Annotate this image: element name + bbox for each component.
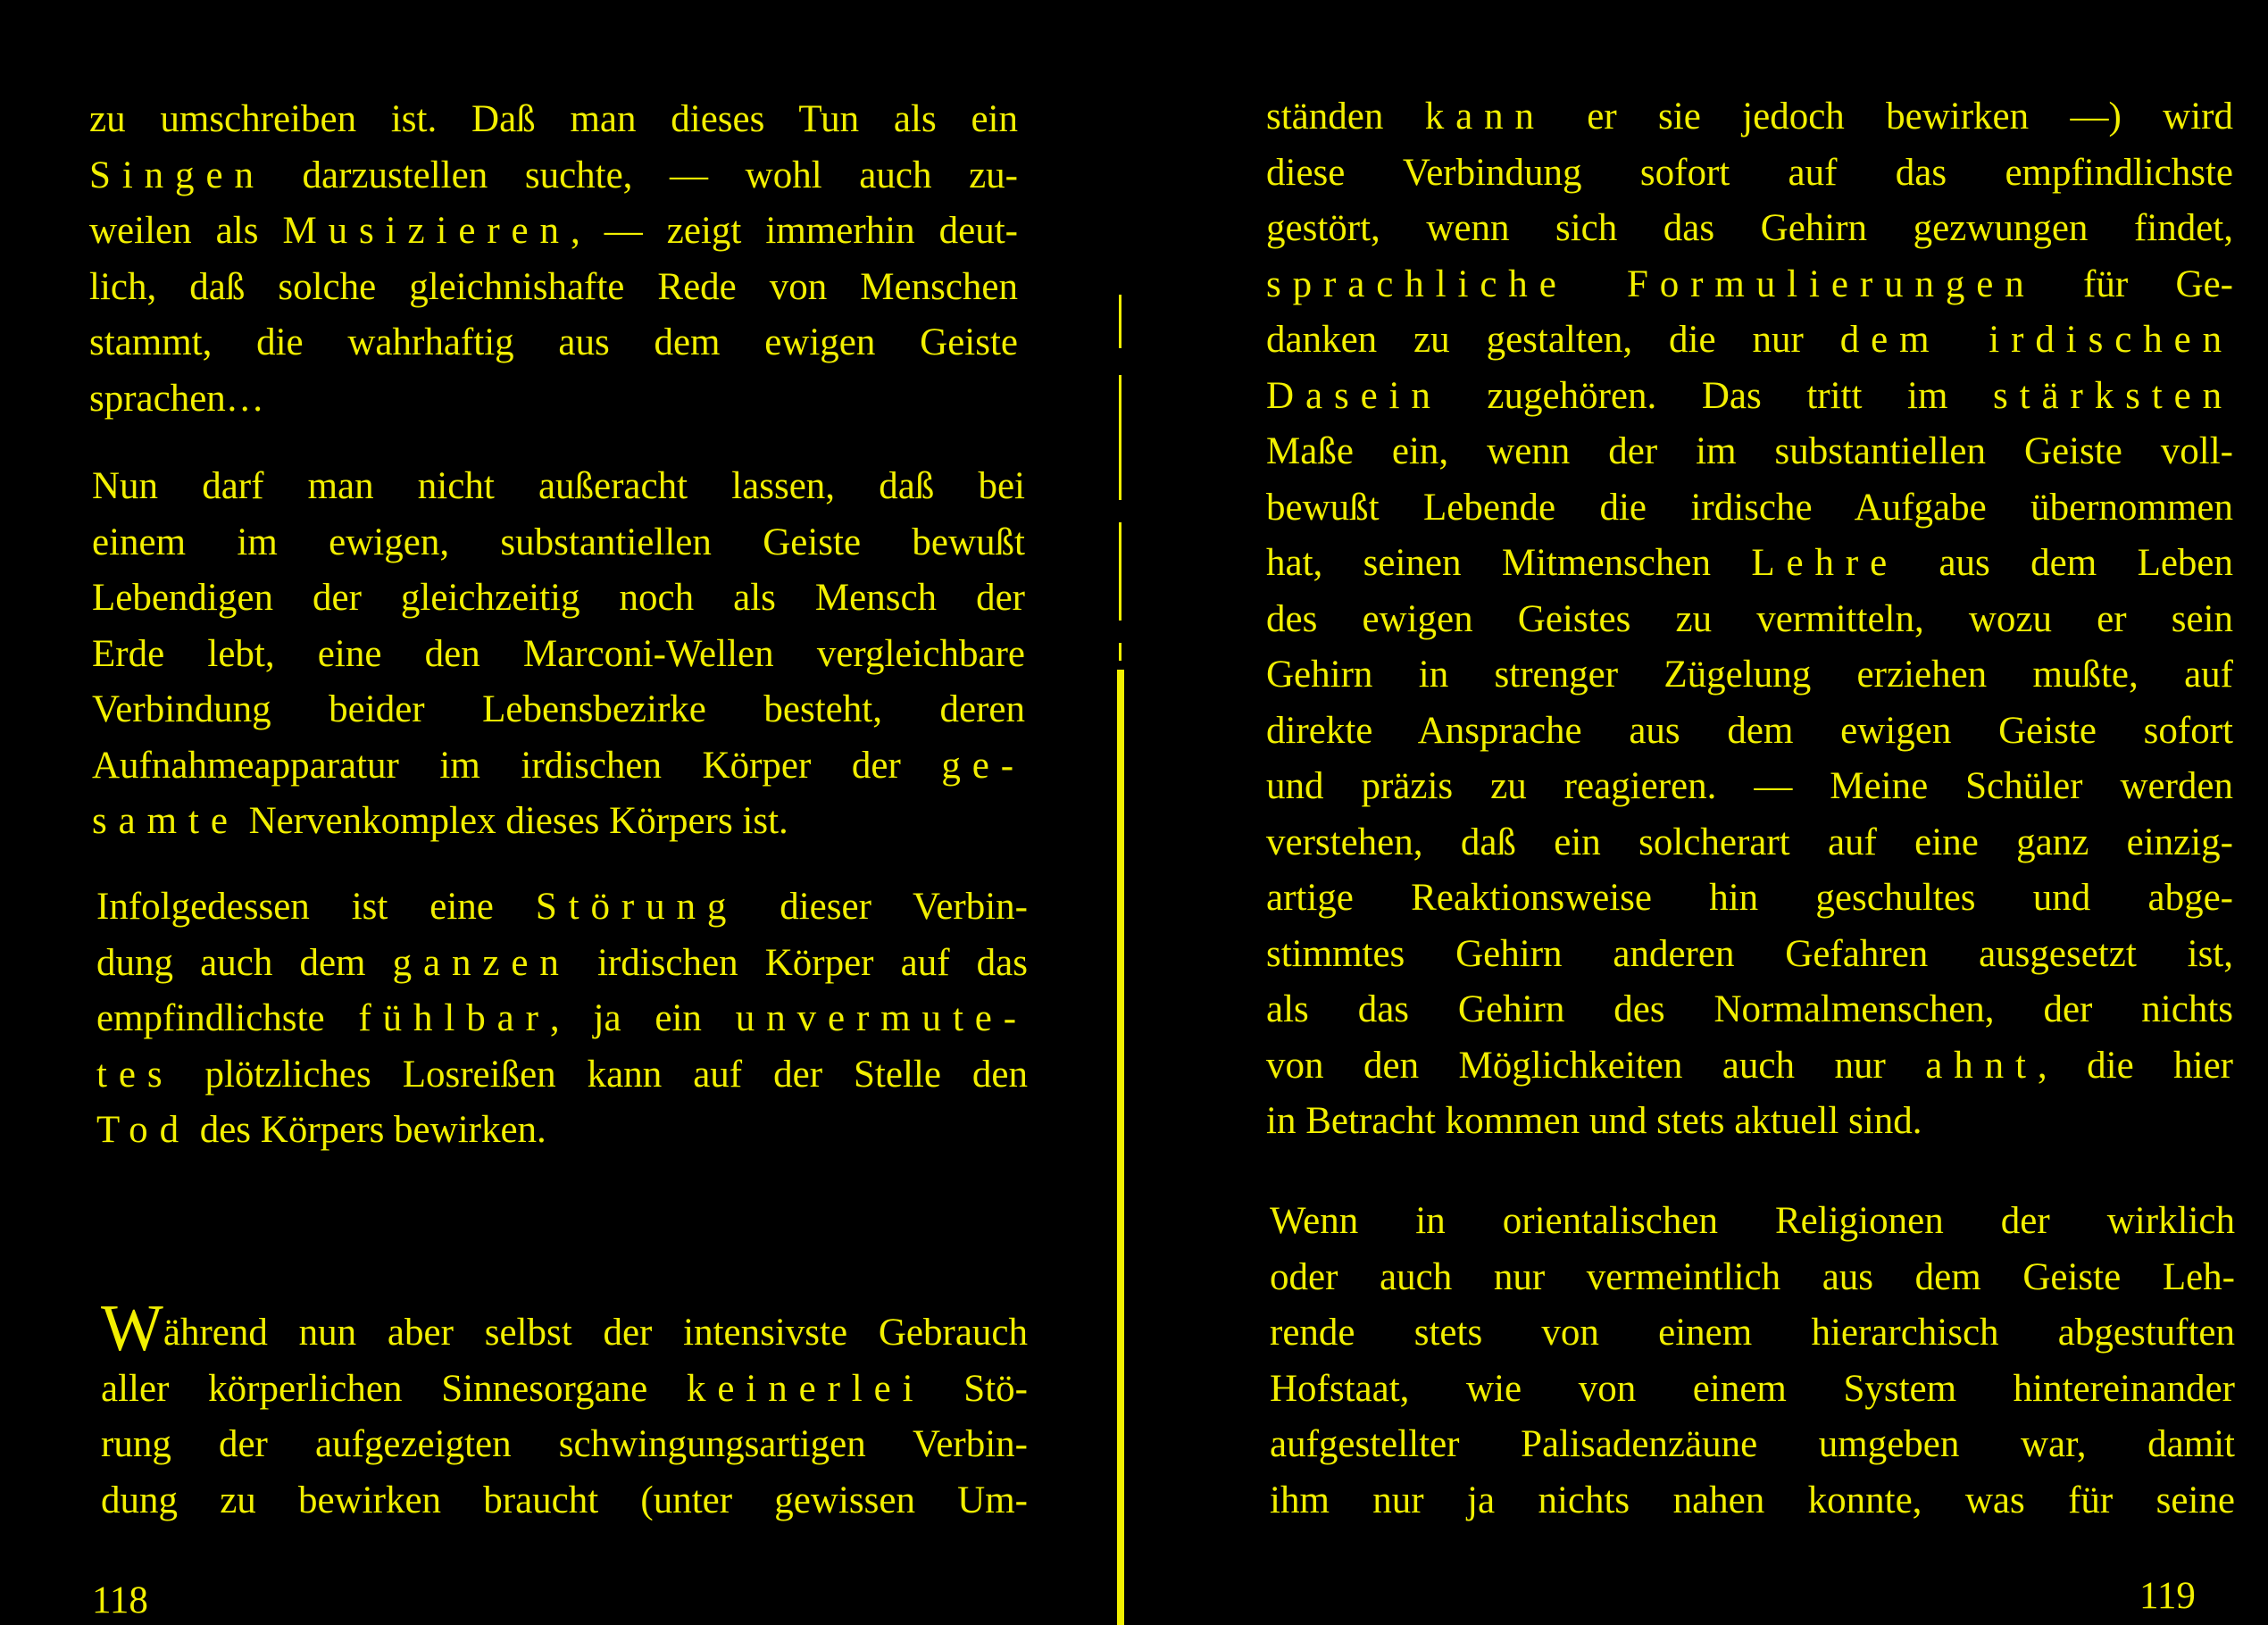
right-page-para1-line-7: bewußt Lebende die irdische Aufgabe übernommen bbox=[1266, 486, 2233, 529]
text-run: er sie jedoch bewirken —) wird bbox=[1545, 96, 2233, 138]
text-run: von den Möglichkeiten auch nur bbox=[1266, 1044, 1926, 1087]
spaced-emphasis: keinerlei bbox=[686, 1367, 925, 1410]
right-page-para1-line-16: als das Gehirn des Normalmenschen, der nichts bbox=[1266, 988, 2233, 1030]
right-page-para1-line-3 bbox=[1266, 257, 2233, 313]
left-page-para1-line-3: lich, daß solche gleichnishafte Rede von Menschen bbox=[89, 265, 1018, 308]
page-number-right: 119 bbox=[2139, 1575, 2196, 1617]
spaced-emphasis: kann bbox=[1424, 96, 1546, 138]
left-page-para2-line-0: Nun darf man nicht außeracht lassen, daß bei bbox=[92, 465, 1025, 507]
spaced-emphasis: Lehre bbox=[1751, 542, 1899, 584]
left-page-para3-line-4 bbox=[96, 1103, 1028, 1159]
right-page-para1-line-14: artige Reaktionsweise hin geschultes und abge- bbox=[1266, 877, 2233, 919]
text-run: dieser Verbin- bbox=[738, 886, 1028, 928]
spaced-emphasis: ahnt bbox=[1925, 1044, 2038, 1087]
left-page-para2-line-1: einem im ewigen, substantiellen Geiste bewußt bbox=[92, 521, 1025, 563]
left-page-para3-line-1 bbox=[96, 936, 1028, 992]
left-para-2 bbox=[92, 459, 1025, 850]
right-page-para1-line-5 bbox=[1266, 369, 2233, 425]
left-page-para2-line-5 bbox=[92, 738, 1025, 795]
text-run: weilen als bbox=[89, 210, 283, 252]
left-page-para1-line-0: zu umschreiben ist. Daß man dieses Tun als ein bbox=[89, 98, 1018, 140]
right-page-para1-line-9: des ewigen Geistes zu vermitteln, wozu er sein bbox=[1266, 597, 2233, 640]
right-page-para1-line-10: Gehirn in strenger Zügelung erziehen mußte, auf bbox=[1266, 654, 2233, 696]
text-run: , ja ein bbox=[549, 997, 736, 1039]
left-para-1 bbox=[89, 92, 1018, 427]
left-page-para1-line-4: stammt, die wahrhaftig aus dem ewigen Geiste bbox=[89, 321, 1018, 363]
text-run: für Ge- bbox=[2035, 262, 2233, 305]
spaced-emphasis: tes bbox=[96, 1053, 174, 1096]
left-page-para2-line-2: Lebendigen der gleichzeitig noch als Mensch der bbox=[92, 577, 1025, 619]
left-page-para1-line-5: sprachen… bbox=[89, 377, 264, 420]
text-run: Stö- bbox=[924, 1367, 1028, 1410]
text-run: dung auch dem bbox=[96, 941, 393, 984]
right-page-para2-line-4: aufgestellter Palisadenzäune umgeben war, damit bbox=[1270, 1423, 2235, 1465]
spaced-emphasis: unvermute- bbox=[735, 997, 1028, 1039]
spaced-emphasis: fühlbar bbox=[358, 997, 550, 1039]
text-run: darzustellen suchte, — wohl auch zu- bbox=[264, 154, 1018, 196]
para4-line-0-text: ährend nun aber selbst der intensivste Gebrauch bbox=[163, 1312, 1028, 1354]
spaced-emphasis: Dasein bbox=[1266, 374, 1442, 417]
left-page bbox=[0, 0, 1107, 1625]
text-run: empfindlichste bbox=[96, 997, 359, 1039]
spaced-emphasis: Störung bbox=[535, 886, 738, 928]
text-run: Aufnahmeapparatur im irdischen Körper der bbox=[92, 744, 942, 787]
right-page-para1-line-12: und präzis zu reagieren. — Meine Schüler werden bbox=[1266, 765, 2233, 807]
text-run: , die hier bbox=[2037, 1044, 2233, 1087]
text-run: hat, seinen Mitmenschen bbox=[1266, 542, 1752, 584]
right-page-para1-line-6: Maße ein, wenn der im substantiellen Geiste voll- bbox=[1266, 430, 2233, 472]
left-page-para4-line-3: dung zu bewirken braucht (unter gewissen Um- bbox=[101, 1479, 1028, 1521]
spaced-emphasis: sprachliche Formulierungen bbox=[1266, 262, 2036, 305]
spaced-emphasis: Tod bbox=[96, 1109, 190, 1151]
right-page-para2-line-1: oder auch nur vermeintlich aus dem Geiste Leh- bbox=[1270, 1255, 2235, 1298]
left-page-para2-line-4: Verbindung beider Lebensbezirke besteht, deren bbox=[92, 688, 1025, 730]
text-run: aus dem Leben bbox=[1898, 542, 2233, 584]
left-page-para2-line-3: Erde lebt, eine den Marconi-Wellen vergleichbare bbox=[92, 632, 1025, 675]
text-run: aller körperlichen Sinnesorgane bbox=[101, 1367, 687, 1410]
text-run: zugehören. Das tritt im bbox=[1441, 374, 1994, 417]
left-page-para1-line-1 bbox=[89, 148, 1018, 204]
left-page-para3-line-0 bbox=[96, 879, 1028, 936]
left-page-para1-line-2 bbox=[89, 204, 1018, 260]
right-page-para1-line-4 bbox=[1266, 312, 2233, 369]
spaced-emphasis: Singen bbox=[89, 154, 265, 196]
left-page-para2-line-6 bbox=[92, 794, 1025, 850]
spaced-emphasis: samte bbox=[92, 800, 239, 842]
right-page-para2-line-2: rende stets von einem hierarchisch abgestuften bbox=[1270, 1312, 2235, 1354]
right-page-para2-line-3: Hofstaat, wie von einem System hintereinander bbox=[1270, 1367, 2235, 1410]
left-page-para4-line-1 bbox=[101, 1362, 1028, 1418]
right-page-para1-line-13: verstehen, daß ein solcherart auf eine ganz einzig- bbox=[1266, 821, 2233, 863]
right-para-1 bbox=[1266, 89, 2233, 1150]
page-number-left: 118 bbox=[92, 1579, 148, 1621]
right-page-para1-line-0 bbox=[1266, 89, 2233, 146]
right-page-para1-line-18: in Betracht kommen und stets aktuell sind. bbox=[1266, 1100, 1922, 1142]
left-page-para3-line-2 bbox=[96, 991, 1028, 1047]
text-run: irdischen Körper auf das bbox=[570, 941, 1029, 984]
text-run: Nervenkomplex dieses Körpers ist. bbox=[238, 800, 788, 842]
text-run: plötzliches Losreißen kann auf der Stelle den bbox=[173, 1053, 1028, 1096]
right-page-para1-line-1: diese Verbindung sofort auf das empfindlichste bbox=[1266, 151, 2233, 194]
para4-rest bbox=[101, 1362, 1028, 1529]
right-page-para1-line-8 bbox=[1266, 536, 2233, 592]
book-gutter bbox=[1116, 295, 1125, 1625]
right-page bbox=[1134, 0, 2268, 1625]
spaced-emphasis: stärksten bbox=[1993, 374, 2233, 417]
text-run: des Körpers bewirken. bbox=[189, 1109, 546, 1151]
right-page-para1-line-17 bbox=[1266, 1038, 2233, 1095]
spaced-emphasis: ganzen bbox=[392, 941, 571, 984]
text-run: ständen bbox=[1266, 96, 1425, 138]
left-para-4 bbox=[101, 1292, 1028, 1529]
para4-first-line bbox=[101, 1292, 1028, 1365]
right-page-para2-line-5: ihm nur ja nichts nahen konnte, was für seine bbox=[1270, 1479, 2235, 1521]
text-run: , — zeigt immerhin deut- bbox=[570, 210, 1019, 252]
right-page-para2-line-0: Wenn in orientalischen Religionen der wirklich bbox=[1270, 1200, 2235, 1242]
text-run: Infolgedessen ist eine bbox=[96, 886, 536, 928]
text-run: danken zu gestalten, die nur bbox=[1266, 319, 1840, 361]
right-page-para1-line-11: direkte Ansprache aus dem ewigen Geiste sofort bbox=[1266, 709, 2233, 752]
spaced-emphasis: dem irdischen bbox=[1839, 319, 2233, 361]
right-para-2 bbox=[1270, 1194, 2235, 1529]
drop-cap: W bbox=[101, 1292, 163, 1365]
right-page-para1-line-2: gestört, wenn sich das Gehirn gezwungen findet, bbox=[1266, 207, 2233, 249]
left-page-para3-line-3 bbox=[96, 1047, 1028, 1104]
left-page-para4-line-2: rung der aufgezeigten schwingungsartigen Verbin- bbox=[101, 1423, 1028, 1465]
left-para-3 bbox=[96, 879, 1028, 1159]
right-page-para1-line-15: stimmtes Gehirn anderen Gefahren ausgesetzt ist, bbox=[1266, 932, 2233, 975]
spaced-emphasis: Musizieren bbox=[282, 210, 571, 252]
spaced-emphasis: ge- bbox=[941, 744, 1025, 787]
